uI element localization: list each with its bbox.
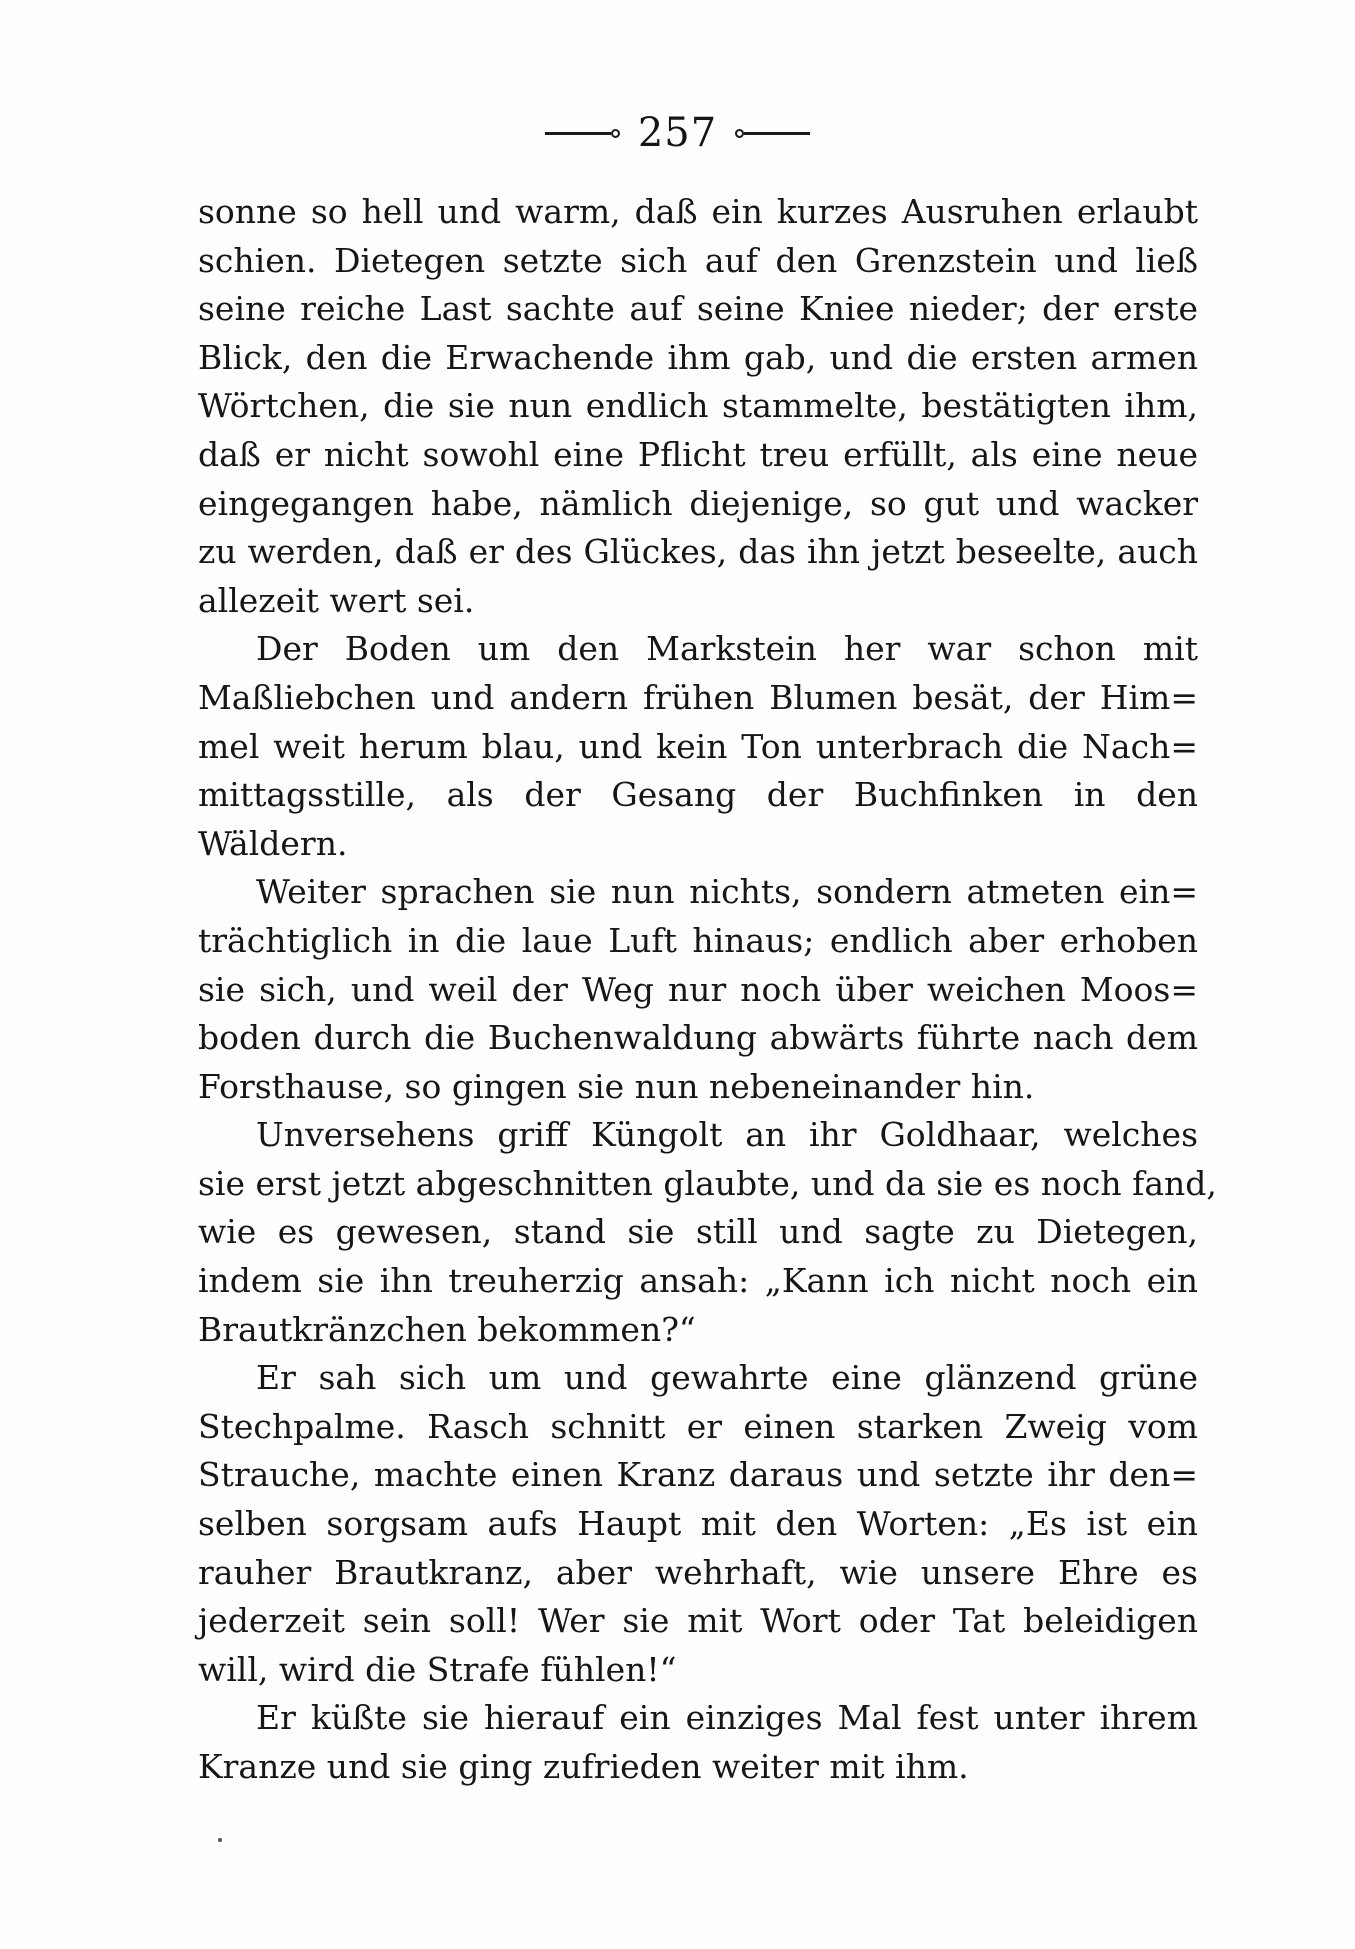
text-line: trächtiglich in die laue Luft hinaus; endlich aber erhoben	[198, 920, 1198, 960]
body-text	[198, 188, 1217, 1792]
text-line: jederzeit sein soll! Wer sie mit Wort oder Tat beleidigen	[198, 1601, 1198, 1641]
text-line: rauher Brautkranz, aber wehrhaft, wie unsere Ehre es	[198, 1552, 1198, 1592]
text-line: Blick, den die Erwachende ihm gab, und die ersten armen	[198, 337, 1198, 377]
text-line: wie es gewesen, stand sie still und sagte zu Dietegen,	[198, 1212, 1198, 1252]
text-line: Der Boden um den Markstein her war schon mit	[256, 629, 1198, 669]
left-ornament	[545, 129, 620, 138]
text-line: Strauche, machte einen Kranz daraus und setzte ihr den=	[198, 1455, 1198, 1495]
text-line: seine reiche Last sachte auf seine Kniee nieder; der erste	[198, 289, 1198, 329]
text-line: Wörtchen, die sie nun endlich stammelte, bestätigten ihm,	[198, 386, 1198, 426]
text-line: eingegangen habe, nämlich diejenige, so gut und wacker	[198, 483, 1198, 523]
text-line: Weiter sprachen sie nun nichts, sondern atmeten ein=	[256, 872, 1198, 912]
text-line: indem sie ihn treuherzig ansah: „Kann ich nicht noch ein	[198, 1261, 1198, 1301]
text-line: Kranze und sie ging zufrieden weiter mit ihm.	[198, 1747, 969, 1786]
page-header	[0, 108, 1355, 158]
text-line: Er sah sich um und gewahrte eine glänzend grüne	[256, 1358, 1198, 1398]
text-line: sonne so hell und warm, daß ein kurzes Ausruhen erlaubt	[198, 192, 1198, 231]
text-line: sie erst jetzt abgeschnitten glaubte, und da sie es noch fand,	[198, 1163, 1217, 1203]
text-line: Stechpalme. Rasch schnitt er einen starken Zweig vom	[198, 1406, 1198, 1446]
text-line: selben sorgsam aufs Haupt mit den Worten: „Es ist ein	[198, 1504, 1198, 1544]
text-line: allezeit wert sei.	[198, 580, 475, 620]
text-line: sie sich, und weil der Weg nur noch über weichen Moos=	[198, 969, 1198, 1009]
text-line: will, wird die Strafe fühlen!“	[198, 1649, 677, 1689]
text-line: Er küßte sie hierauf ein einziges Mal fest unter ihrem	[256, 1698, 1198, 1738]
text-line: mel weit herum blau, und kein Ton unterbrach die Nach=	[198, 726, 1198, 766]
text-line: mittagsstille, als der Gesang der Buchfinken in den	[198, 775, 1198, 815]
text-line: Maßliebchen und andern frühen Blumen besät, der Him=	[198, 677, 1198, 717]
text-line: Unversehens griff Küngolt an ihr Goldhaar, welches	[256, 1115, 1198, 1155]
page-number: 257	[637, 110, 718, 156]
right-ornament	[735, 129, 810, 138]
paper-speck	[218, 1838, 222, 1842]
text-line: Wäldern.	[198, 823, 348, 863]
text-line: boden durch die Buchenwaldung abwärts führte nach dem	[198, 1018, 1198, 1058]
text-line: daß er nicht sowohl eine Pflicht treu erfüllt, als eine neue	[198, 434, 1198, 474]
text-line: Forsthause, so gingen sie nun nebeneinander hin.	[198, 1066, 1035, 1106]
text-line: schien. Dietegen setzte sich auf den Grenzstein und ließ	[198, 240, 1198, 280]
text-line: zu werden, daß er des Glückes, das ihn jetzt beseelte, auch	[198, 532, 1198, 572]
text-line: Brautkränzchen bekommen?“	[198, 1309, 696, 1349]
